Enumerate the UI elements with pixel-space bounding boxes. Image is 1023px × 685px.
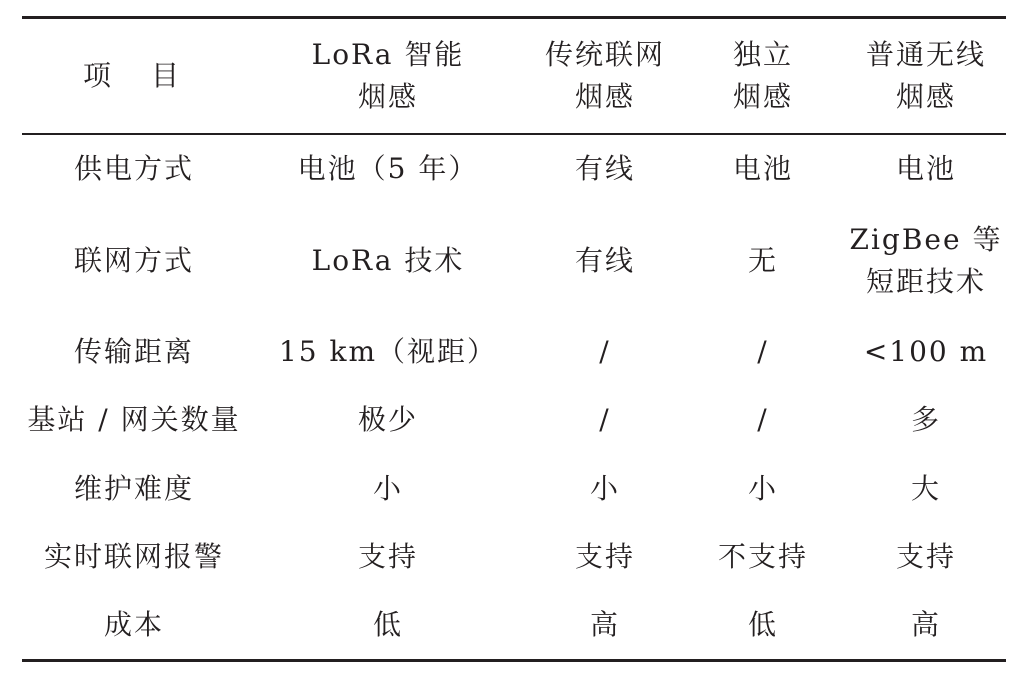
table-cell: 有线 — [574, 152, 635, 185]
table-cell: / — [757, 403, 769, 436]
row-label: 联网方式 — [73, 244, 194, 277]
table-cell: 大 — [910, 472, 941, 505]
table-cell: 低 — [372, 608, 403, 641]
header-cell-standalone: 独立 烟感 — [732, 38, 793, 113]
row-label: 实时联网报警 — [43, 540, 224, 573]
comparison-table-wrapper — [22, 16, 1006, 662]
row-label: 供电方式 — [73, 152, 194, 185]
table-cell — [846, 203, 1006, 319]
table-cell: 15 km（视距） — [278, 335, 498, 368]
header-row — [22, 19, 1006, 133]
table-row — [22, 203, 1006, 319]
table-cell: 小 — [372, 472, 403, 505]
row-label: 成本 — [103, 608, 164, 641]
table-cell: / — [599, 335, 611, 368]
header-cell-traditional: 传统联网 烟感 — [544, 38, 665, 113]
cell-line: ZigBee 等 — [849, 223, 1003, 256]
cell-line: 短距技术 — [865, 265, 986, 298]
table-cell: 极少 — [357, 403, 418, 436]
row-label: 传输距离 — [73, 335, 194, 368]
table-row — [22, 135, 1006, 203]
table-cell: 电池（5 年） — [297, 152, 479, 185]
row-label: 维护难度 — [73, 472, 194, 505]
table-cell: 支持 — [895, 540, 956, 573]
table-cell: 高 — [910, 608, 941, 641]
table-cell: 支持 — [574, 540, 635, 573]
table-row — [22, 455, 1006, 523]
table-cell: 支持 — [357, 540, 418, 573]
row-label: 基站 / 网关数量 — [27, 403, 241, 436]
header-cell-lora: LoRa 智能 烟感 — [311, 38, 465, 113]
table-row — [22, 385, 1006, 455]
table-cell: 无 — [747, 244, 778, 277]
table-row — [22, 523, 1006, 591]
table-row — [22, 591, 1006, 659]
table-cell: 有线 — [574, 244, 635, 277]
table-cell: 小 — [589, 472, 620, 505]
table-cell: / — [599, 403, 611, 436]
table-cell: 低 — [747, 608, 778, 641]
table-cell: 不支持 — [717, 540, 808, 573]
table-cell: 高 — [589, 608, 620, 641]
comparison-table — [22, 19, 1006, 133]
table-cell: / — [757, 335, 769, 368]
table-cell: LoRa 技术 — [311, 244, 465, 277]
table-cell: <100 m — [863, 335, 989, 368]
table-cell: 电池 — [732, 152, 793, 185]
table-row — [22, 319, 1006, 385]
header-cell-wireless: 普通无线 烟感 — [865, 38, 986, 113]
table-cell: 电池 — [895, 152, 956, 185]
comparison-table-body — [22, 135, 1006, 659]
header-cell-item: 项 目 — [82, 59, 185, 92]
table-cell: 多 — [910, 403, 941, 436]
bottom-rule — [22, 659, 1006, 662]
table-cell: 小 — [747, 472, 778, 505]
